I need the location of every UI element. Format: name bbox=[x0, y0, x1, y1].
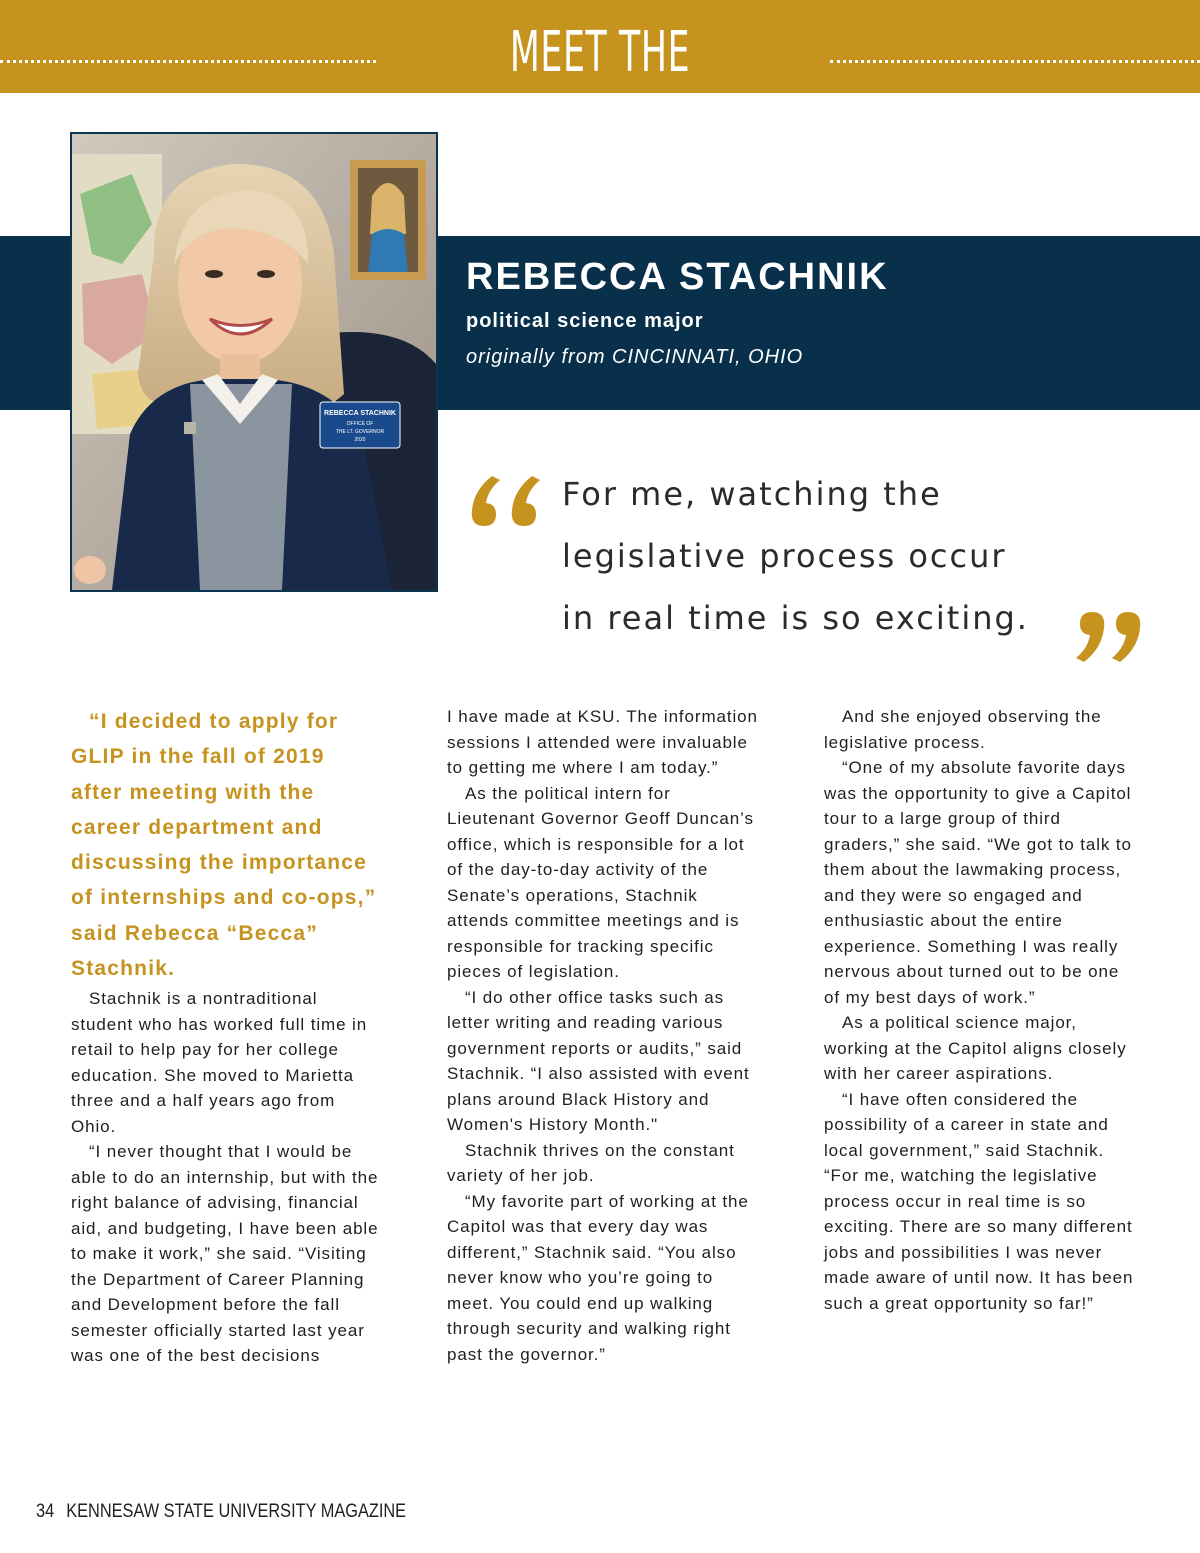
article-column-2 bbox=[447, 704, 759, 1367]
paragraph: Stachnik is a nontraditional student who has worked full time in retail to help pay for her college education. She moved to Marietta three and a half years ago from Ohio. bbox=[71, 989, 368, 1136]
paragraph: “I never thought that I would be able to do an internship, but with the right balance of advising, financial aid, and budgeting, I have been able to make it work,” she said. “Visiting the Department of Career Planning and Development before the fall semester officially started last year was one of the best decisions bbox=[71, 1142, 379, 1366]
pull-quote-line-2: legislative process occur bbox=[562, 537, 1007, 575]
paragraph: Stachnik thrives on the constant variety of her job. bbox=[447, 1140, 735, 1185]
publication-name: KENNESAW STATE UNIVERSITY MAGAZINE bbox=[66, 1501, 407, 1522]
lead-quote: “I decided to apply for GLIP in the fall of 2019 after meeting with the career department and discussing the importance of internships and co-ops,” said Rebecca “Becca” Stachnik. bbox=[71, 710, 377, 981]
paragraph: “I do other office tasks such as letter writing and reading various government reports or audits,” said Stachnik. “I also assisted with event plans around Black History and Women's History Month." bbox=[447, 987, 750, 1134]
paragraph: “My favorite part of working at the Capitol was that every day was different,” Stachnik said. “You also never know who you’re going to meet. You could end up walking through security and walking right past the governor.” bbox=[447, 1191, 749, 1364]
article-column-3 bbox=[824, 704, 1136, 1316]
intern-photo bbox=[70, 132, 438, 592]
section-title: MEET THE INTERNS bbox=[509, 20, 691, 155]
paragraph: “One of my absolute favorite days was the opportunity to give a Capitol tour to a large group of third graders,” she said. “We got to talk to them about the lawmaking process, and they were so engaged and enthusiastic about the entire experience. Something I was really nervous about turned out to be one of my best days of work.” bbox=[824, 758, 1132, 1007]
paragraph: As the political intern for Lieutenant Governor Geoff Duncan’s office, which is responsible for a lot of the day-to-day activity of the Senate’s operations, Stachnik attends committee meetings and is responsible for tracking specific pieces of legislation. bbox=[447, 783, 754, 981]
article-column-1 bbox=[71, 704, 383, 1369]
header-banner bbox=[0, 0, 1200, 155]
open-quote-icon bbox=[466, 470, 550, 530]
intern-portrait-illustration bbox=[72, 134, 436, 590]
intern-hometown: originally from CINCINNATI, OHIO bbox=[466, 346, 804, 368]
badge-line-2: OFFICE OF bbox=[346, 421, 374, 427]
intern-major: political science major bbox=[466, 310, 704, 332]
page-footer bbox=[36, 1499, 406, 1525]
close-quote-icon bbox=[1062, 608, 1142, 668]
page-number: 34 bbox=[36, 1501, 55, 1522]
banner-dotted-rule-left bbox=[0, 60, 376, 63]
intern-name: REBECCA STACHNIK bbox=[466, 256, 889, 298]
paragraph: “I have often considered the possibility of a career in state and local government,” said Stachnik. “For me, watching the legislative process occur in real time is so exciting. There are so many different jobs and possibilities I was never made aware of until now. It has been such a great opportunity so far!” bbox=[824, 1089, 1134, 1313]
badge-line-1: REBECCA STACHNIK bbox=[324, 410, 396, 417]
badge-line-3: THE LT. GOVERNOR bbox=[335, 429, 385, 435]
pull-quote-line-1: For me, watching the bbox=[562, 475, 942, 513]
paragraph: And she enjoyed observing the legislative process. bbox=[824, 707, 1102, 752]
paragraph-continued: I have made at KSU. The information sessions I attended were invaluable to getting me where I am today.” bbox=[447, 707, 758, 777]
pull-quote bbox=[562, 463, 1122, 649]
pull-quote-line-3: in real time is so exciting. bbox=[562, 599, 1029, 637]
paragraph: As a political science major, working at the Capitol aligns closely with her career aspirations. bbox=[824, 1013, 1127, 1083]
banner-dotted-rule-right bbox=[830, 60, 1200, 63]
badge-line-4: 2020 bbox=[354, 437, 366, 443]
